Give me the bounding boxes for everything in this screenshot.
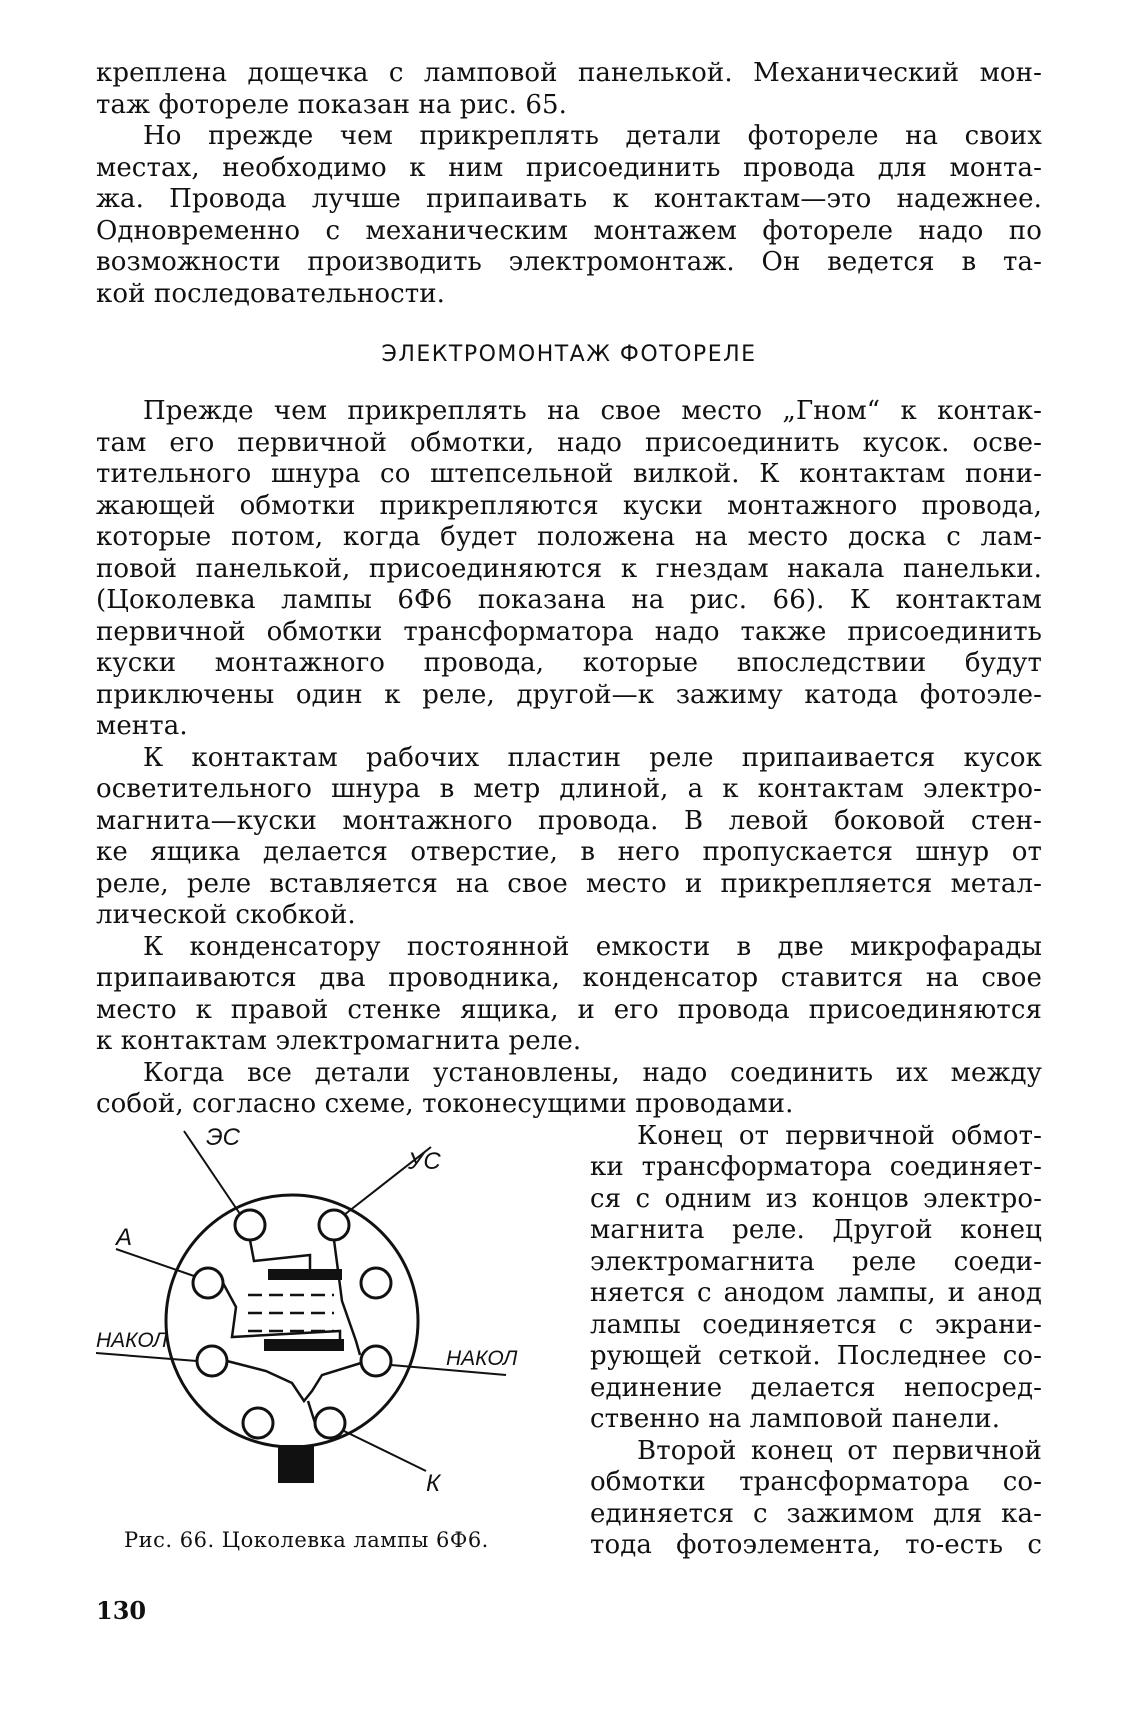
pin-empty (361, 1268, 391, 1298)
text-line: няется с анодом лампы, и анод (590, 1278, 1042, 1308)
paragraph (590, 1436, 1042, 1562)
text-line: собой, согласно схеме, токонесущими проводами. (96, 1089, 794, 1119)
wire-es (250, 1240, 310, 1269)
text-line: Но прежде чем прикреплять детали фотореле на своих (143, 121, 1042, 151)
leader-nakal-left (96, 1353, 197, 1361)
text-line: креплена дощечка с ламповой панелькой. Механический мон- (96, 58, 1042, 88)
text-line: К контактам рабочих пластин реле припаивается кусок (143, 742, 1042, 773)
pin-bottom-left (243, 1408, 273, 1438)
pin-a (193, 1268, 223, 1298)
text-line: единяется с зажимом для ка- (590, 1498, 1042, 1529)
text-line: там его первичной обмотки, надо присоединить кусок. осве- (96, 427, 1042, 458)
tube-base-diagram (96, 1121, 556, 1521)
text-line: единение делается непосред- (590, 1372, 1042, 1403)
text-line: К конденсатору постоянной емкости в две микрофарады (143, 931, 1042, 962)
figure-tube-pinout (96, 1121, 556, 1581)
label-nakal-left: НАКОЛ (96, 1328, 168, 1352)
cathode-plate (264, 1339, 344, 1351)
text-line: рующей сеткой. Последнее со- (590, 1341, 1042, 1371)
text-line: таж фотореле показан на рис. 65. (96, 89, 568, 120)
text-line: к контактам электромагнита реле. (96, 1026, 582, 1056)
text-line: которые потом, когда будет положена на место доска с лам- (96, 522, 1042, 552)
text-line: осветительного шнура в метр длиной, а к контактам электро- (96, 774, 1042, 804)
text-line: припаиваются два проводника, конденсатор ставится на свое (96, 963, 1042, 993)
text-line: электромагнита реле соеди- (590, 1246, 1042, 1277)
wire-us (334, 1240, 360, 1355)
text-line: мента. (96, 711, 188, 741)
paragraph (96, 743, 1042, 932)
pin-k (315, 1408, 345, 1438)
anode-plate (268, 1269, 342, 1280)
label-k: К (426, 1469, 441, 1497)
wire-heater (227, 1361, 361, 1401)
pin-nakal-right (361, 1346, 391, 1376)
text-line: жа. Провода лучше припаивать к контактам—это надежнее. (96, 184, 1042, 214)
text-line: местах, необходимо к ним присоединить провода для монта- (96, 152, 1042, 183)
text-line: куски монтажного провода, которые впоследствии будут (96, 648, 1042, 678)
text-line: Когда все детали установлены, надо соединить их между (143, 1057, 1042, 1088)
page-number: 130 (96, 1596, 147, 1625)
text-line: лампы соединяется с экрани- (590, 1309, 1042, 1340)
label-us: УС (408, 1147, 441, 1175)
text-line: тительного шнура со штепсельной вилкой. К контактам пони- (96, 459, 1042, 489)
base-key (278, 1445, 314, 1483)
paragraph (96, 58, 1042, 121)
text-line: жающей обмотки прикрепляются куски монтажного провода, (96, 490, 1042, 521)
text-line: Прежде чем прикреплять на свое место „Гном“ к контак- (143, 396, 1042, 426)
label-es: ЭС (206, 1123, 240, 1151)
paragraph (590, 1121, 1042, 1436)
side-column-text (590, 1121, 1042, 1562)
text-line: тода фотоэлемента, то-есть с (590, 1530, 1042, 1560)
paragraph (96, 121, 1042, 310)
text-line: первичной обмотки трансформатора надо также присоединить (96, 616, 1042, 647)
text-line: ки трансформатора соединяет- (590, 1152, 1042, 1182)
pin-nakal-left (197, 1346, 227, 1376)
section-heading: ЭЛЕКТРОМОНТАЖ ФОТОРЕЛЕ (381, 342, 757, 367)
leader-a (116, 1249, 194, 1276)
text-line: повой панелькой, присоединяются к гнездам накала панельки. (96, 553, 1042, 584)
paragraph (96, 1058, 1042, 1121)
label-nakal-right: НАКОЛ (446, 1346, 518, 1370)
figure-caption: Рис. 66. Цоколевка лампы 6Ф6. (124, 1527, 489, 1552)
text-line: реле, реле вставляется на свое место и прикрепляется метал- (96, 868, 1042, 899)
tube-base-outline (166, 1195, 418, 1447)
text-line: Второй конец от первичной (637, 1435, 1042, 1466)
text-line: магнита реле. Другой конец (590, 1215, 1042, 1245)
text-line: лической скобкой. (96, 900, 356, 930)
text-line: ственно на ламповой панели. (590, 1404, 1001, 1434)
text-line: приключены один к реле, другой—к зажиму катода фотоэле- (96, 679, 1042, 710)
text-line: Одновременно с механическим монтажем фотореле надо по (96, 215, 1042, 246)
label-a: А (116, 1223, 133, 1251)
figure-row (96, 1121, 1042, 1581)
leader-k (344, 1431, 426, 1471)
pin-es (235, 1210, 265, 1240)
paragraph (96, 396, 1042, 743)
text-line: (Цоколевка лампы 6Ф6 показана на рис. 66). К контактам (96, 585, 1042, 615)
wire-k (308, 1401, 315, 1423)
text-line: ся с одним из концов электро- (590, 1183, 1042, 1214)
text-line: обмотки трансформатора со- (590, 1467, 1042, 1497)
paragraph (96, 932, 1042, 1058)
text-line: Конец от первичной обмот- (637, 1120, 1042, 1151)
text-line: место к правой стенке ящика, и его провода присоединяются (96, 994, 1042, 1025)
text-line: возможности производить электромонтаж. Он ведется в та- (96, 247, 1042, 277)
page-body (96, 58, 1042, 1581)
text-line: ке ящика делается отверстие, в него пропускается шнур от (96, 837, 1042, 867)
text-line: кой последовательности. (96, 278, 446, 309)
text-line: магнита—куски монтажного провода. В левой боковой стен- (96, 805, 1042, 836)
